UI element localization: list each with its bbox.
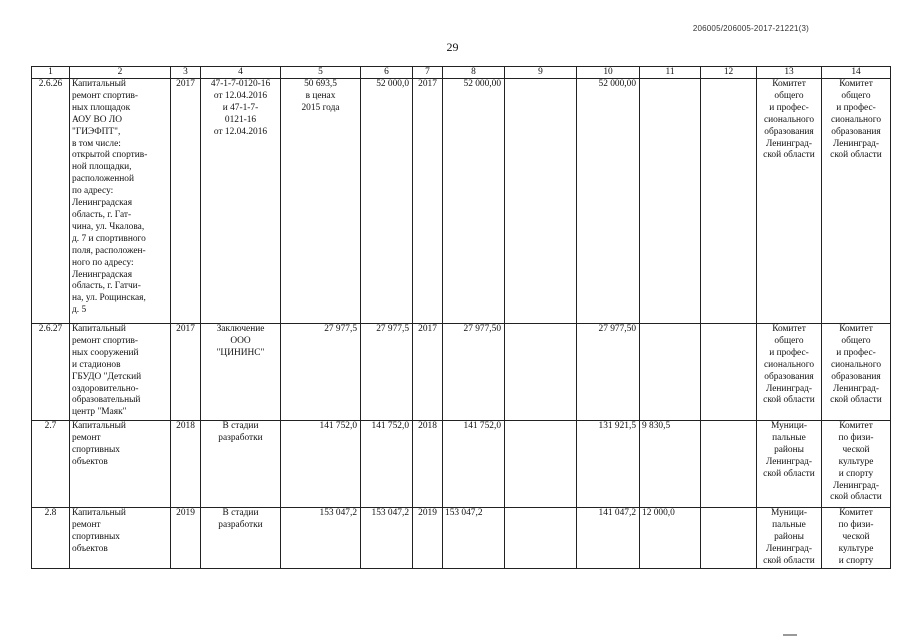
document-id: 206005/206005-2017-21221(3) xyxy=(692,24,809,33)
total-amount: 27 977,5 xyxy=(361,324,413,421)
estimated-cost: 27 977,5 xyxy=(281,324,361,421)
customer: Комитет общего и профес- сионального образования Ленинград- ской области xyxy=(757,79,822,324)
local-budget xyxy=(640,79,701,324)
other-sources xyxy=(701,79,757,324)
estimated-cost: 153 047,2 xyxy=(281,508,361,569)
table-row xyxy=(32,421,891,508)
regional-budget: 141 047,2 xyxy=(577,508,640,569)
object-name: Капитальный ремонт спортивных объектов xyxy=(70,421,171,508)
object-name: Капитальный ремонт спортив- ных площадок АОУ ВО ЛО "ГИЭФПТ", в том числе: открытой спортив- ной площадки, расположенной по адресу: Ленинградская область, г. Гат- чина, ул. Чкалова, д. 7 и спортивного поля, расположен- ного по адресу: Ленинградская область, г. Гатчи- на, ул. Рощинская, д. 5 xyxy=(70,79,171,324)
column-header: 13 xyxy=(757,67,822,79)
finance-year: 2019 xyxy=(413,508,443,569)
other-sources xyxy=(701,508,757,569)
estimated-cost: 141 752,0 xyxy=(281,421,361,508)
regional-budget: 131 921,5 xyxy=(577,421,640,508)
project-documentation: Заключение ООО "ЦИНИНС" xyxy=(201,324,281,421)
total-amount: 52 000,0 xyxy=(361,79,413,324)
column-header: 14 xyxy=(822,67,891,79)
finance-year: 2017 xyxy=(413,324,443,421)
column-header: 3 xyxy=(171,67,201,79)
customer: Муници- пальные районы Ленинград- ской области xyxy=(757,508,822,569)
responsible-executor: Комитет общего и профес- сионального образования Ленинград- ской области xyxy=(822,324,891,421)
year-amount: 52 000,00 xyxy=(443,79,505,324)
program-table xyxy=(31,66,891,569)
row-number: 2.8 xyxy=(32,508,70,569)
total-amount: 141 752,0 xyxy=(361,421,413,508)
federal-budget xyxy=(505,79,577,324)
project-documentation: В стадии разработки xyxy=(201,508,281,569)
row-number: 2.6.26 xyxy=(32,79,70,324)
table-row xyxy=(32,508,891,569)
estimated-cost: 50 693,5 в ценах 2015 года xyxy=(281,79,361,324)
table-row xyxy=(32,79,891,324)
object-name: Капитальный ремонт спортивных объектов xyxy=(70,508,171,569)
table-row xyxy=(32,324,891,421)
start-year: 2018 xyxy=(171,421,201,508)
column-header: 11 xyxy=(640,67,701,79)
total-amount: 153 047,2 xyxy=(361,508,413,569)
object-name: Капитальный ремонт спортив- ных сооружений и стадионов ГБУДО "Детский оздоровительно- образовательный центр "Маяк" xyxy=(70,324,171,421)
finance-year: 2017 xyxy=(413,79,443,324)
column-header: 9 xyxy=(505,67,577,79)
federal-budget xyxy=(505,324,577,421)
regional-budget: 52 000,00 xyxy=(577,79,640,324)
year-amount: 27 977,50 xyxy=(443,324,505,421)
column-header: 5 xyxy=(281,67,361,79)
start-year: 2019 xyxy=(171,508,201,569)
column-header: 12 xyxy=(701,67,757,79)
federal-budget xyxy=(505,421,577,508)
federal-budget xyxy=(505,508,577,569)
other-sources xyxy=(701,421,757,508)
column-header: 4 xyxy=(201,67,281,79)
scan-artifact xyxy=(783,634,797,636)
column-header: 2 xyxy=(70,67,171,79)
customer: Комитет общего и профес- сионального образования Ленинград- ской области xyxy=(757,324,822,421)
column-header: 7 xyxy=(413,67,443,79)
customer: Муници- пальные районы Ленинград- ской области xyxy=(757,421,822,508)
project-documentation: В стадии разработки xyxy=(201,421,281,508)
row-number: 2.6.27 xyxy=(32,324,70,421)
local-budget: 12 000,0 xyxy=(640,508,701,569)
start-year: 2017 xyxy=(171,324,201,421)
year-amount: 141 752,0 xyxy=(443,421,505,508)
column-header: 8 xyxy=(443,67,505,79)
responsible-executor: Комитет по физи- ческой культуре и спорту xyxy=(822,508,891,569)
local-budget: 9 830,5 xyxy=(640,421,701,508)
project-documentation: 47-1-7-0120-16 от 12.04.2016 и 47-1-7- 0121-16 от 12.04.2016 xyxy=(201,79,281,324)
start-year: 2017 xyxy=(171,79,201,324)
local-budget xyxy=(640,324,701,421)
column-header: 10 xyxy=(577,67,640,79)
year-amount: 153 047,2 xyxy=(443,508,505,569)
other-sources xyxy=(701,324,757,421)
column-header: 1 xyxy=(32,67,70,79)
column-number-row xyxy=(32,67,891,79)
row-number: 2.7 xyxy=(32,421,70,508)
page-number: 29 xyxy=(446,40,459,54)
regional-budget: 27 977,50 xyxy=(577,324,640,421)
column-header: 6 xyxy=(361,67,413,79)
responsible-executor: Комитет общего и профес- сионального образования Ленинград- ской области xyxy=(822,79,891,324)
finance-year: 2018 xyxy=(413,421,443,508)
responsible-executor: Комитет по физи- ческой культуре и спорту Ленинград- ской области xyxy=(822,421,891,508)
